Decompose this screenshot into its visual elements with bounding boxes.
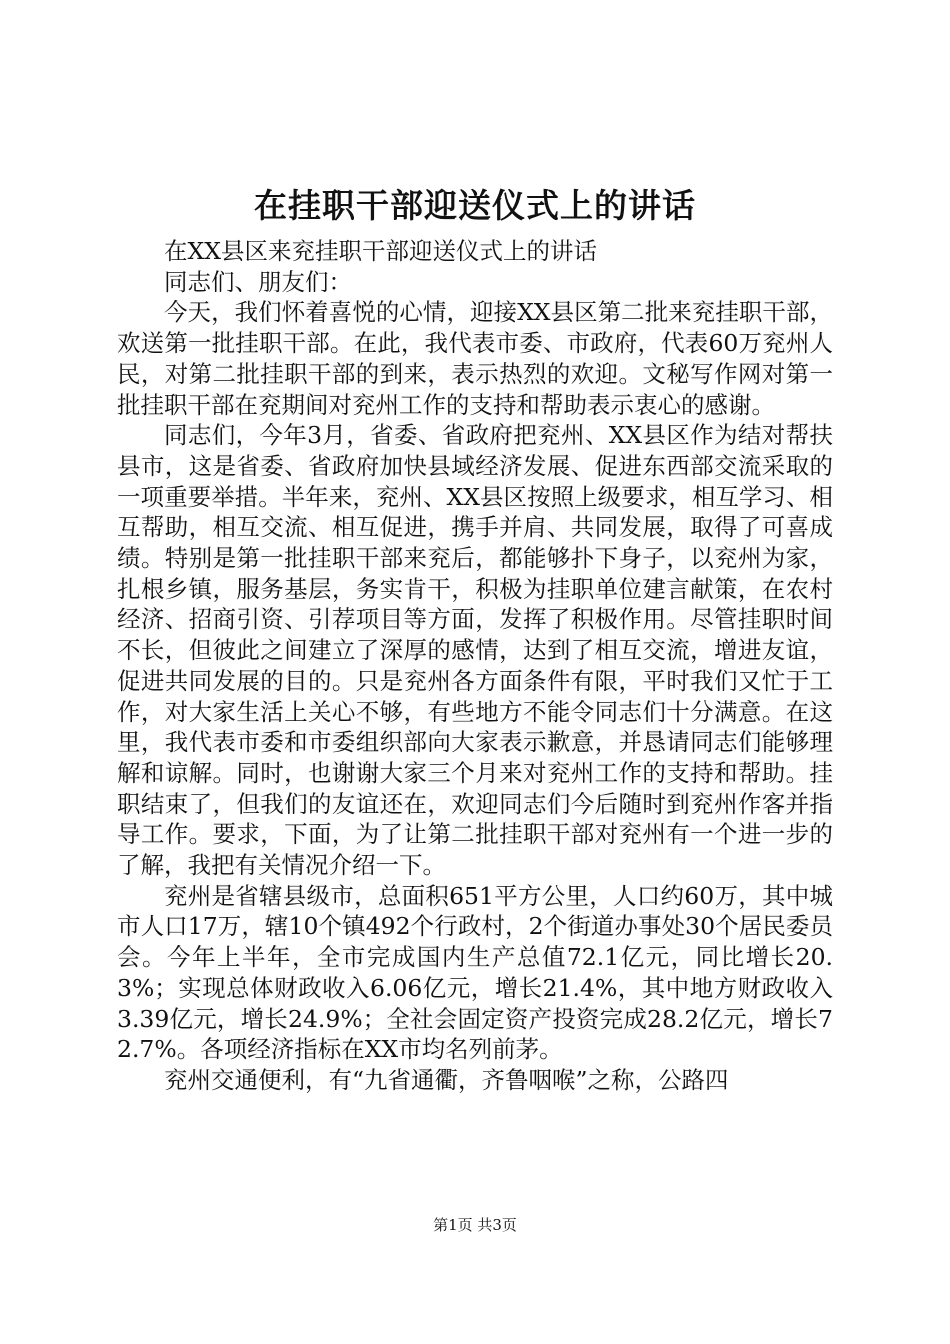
page-number-footer: 第1页 共3页 xyxy=(433,1216,517,1234)
salutation-paragraph: 同志们、朋友们： xyxy=(164,267,352,296)
subtitle-paragraph: 在XX县区来兖挂职干部迎送仪式上的讲话 xyxy=(164,237,597,265)
body-paragraph: 同志们，今年3月，省委、省政府把兖州、XX县区作为结对帮扶县市，这是省委、省政府加快县域经济发展、促进东西部交流采取的一项重要举措。半年来，兖州、XX县区按照上级要求，相互学习、相互帮助，相互交流、相互促进，携手并肩、共同发展，取得了可喜成绩。特别是第一批挂职干部来兖后，都能够扑下身子，以兖州为家，扎根乡镇，服务基层，务实肯干，积极为挂职单位建言献策，在农村经济、招商引资、引荐项目等方面，发挥了积极作用。尽管挂职时间不长，但彼此之间建立了深厚的感情，达到了相互交流，增进友谊，促进共同发展的目的。只是兖州各方面条件有限，平时我们又忙于工作，对大家生活上关心不够，有些地方不能令同志们十分满意。在这里，我代表市委和市委组织部向大家表示歉意，并恳请同志们能够理解和谅解。同时，也谢谢大家三个月来对兖州工作的支持和帮助。挂职结束了，但我们的友谊还在，欢迎同志们今后随时到兖州作客并指导工作。要求，下面，为了让第二批挂职干部对兖州有一个进一步的了解，我把有关情况介绍一下。 xyxy=(117,421,833,880)
document-body xyxy=(117,236,833,1096)
body-paragraph: 兖州交通便利，有“九省通衢，齐鲁咽喉”之称，公路四 xyxy=(164,1065,729,1094)
body-paragraph: 今天，我们怀着喜悦的心情，迎接XX县区第二批来兖挂职干部，欢送第一批挂职干部。在此，我代表市委、市政府，代表60万兖州人民，对第二批挂职干部的到来，表示热烈的欢迎。文秘写作网对第一批挂职干部在兖期间对兖州工作的支持和帮助表示衷心的感谢。 xyxy=(117,298,833,419)
body-paragraph: 兖州是省辖县级市，总面积651平方公里，人口约60万，其中城市人口17万，辖10个镇492个行政村，2个街道办事处30个居民委员会。今年上半年，全市完成国内生产总值72.1亿元，同比增长20.3%；实现总体财政收入6.06亿元，增长21.4%，其中地方财政收入3.39亿元，增长24.9%；全社会固定资产投资完成28.2亿元，增长72.7%。各项经济指标在XX市均名列前茅。 xyxy=(117,881,833,1064)
document-title: 在挂职干部迎送仪式上的讲话 xyxy=(254,186,696,225)
